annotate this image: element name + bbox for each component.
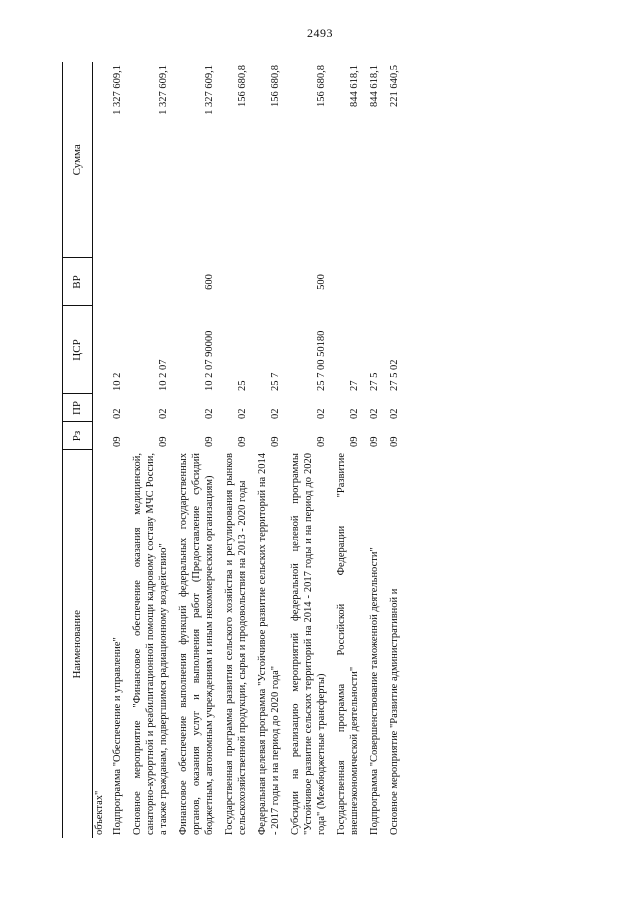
row-sum: 221 640,5 [389,65,400,107]
row-csr: 25 7 00 50180 [316,330,327,391]
row-rz: 09 [112,436,123,447]
row-name: Государственная программа Российской Федерации "Развитие внешнеэкономической деятельности" [336,453,360,835]
header-name: Наименование [63,450,93,838]
table-row [93,62,109,838]
row-pr: 02 [349,408,360,419]
row-rz: 09 [369,436,380,447]
row-name: Основное мероприятие "Развитие административной и [389,588,400,835]
row-sum [93,62,109,258]
row-rz: 09 [349,436,360,447]
table-row [220,62,253,838]
row-csr: 10 2 07 [158,359,169,391]
row-rz: 09 [158,436,169,447]
table-header-row [63,62,93,838]
row-vr [253,258,286,306]
row-sum: 844 618,1 [349,65,360,107]
row-vr [365,258,385,306]
row-name: Федеральная целевая программа "Устойчивое развитие сельских территорий на 2014 - 2017 годы и на период до 2020 года" [257,453,281,835]
row-pr: 02 [237,408,248,419]
row-vr: 500 [316,274,327,290]
row-vr: 600 [204,274,215,290]
table-row [128,62,174,838]
row-vr [128,258,174,306]
row-pr: 02 [204,408,215,419]
row-name: Подпрограмма "Совершенствование таможенной деятельности" [369,547,380,835]
row-csr: 10 2 [112,372,123,391]
row-csr [93,306,109,394]
row-csr: 25 7 [270,372,281,391]
row-rz [93,422,109,450]
table-row [365,62,385,838]
table-row [332,62,365,838]
row-name: Государственная программа развития сельского хозяйства и регулирования рынков сельскохозяйственной продукции, сырья и продовольствия на 2013 - 2020 годы [224,453,248,835]
row-csr: 27 5 [369,372,380,391]
row-csr: 25 [237,380,248,391]
table-row [385,62,405,838]
row-name: объектах" [94,790,105,835]
row-sum: 156 680,8 [270,65,281,107]
row-pr [93,394,109,422]
row-pr: 02 [270,408,281,419]
row-name: Финансовое обеспечение выполнения функций федеральных государственных органов, оказания услуг и выполнения работ (Предоставление субсидий бюджетным, автономным учреждениям и иным некоммерческим организациям) [178,453,215,835]
header-csr: ЦСР [63,306,93,394]
row-rz: 09 [316,436,327,447]
table-row [108,62,128,838]
header-pr: ПР [63,394,93,422]
table-row [286,62,332,838]
row-vr [220,258,253,306]
row-csr: 27 [349,380,360,391]
table-row [174,62,220,838]
row-pr: 02 [158,408,169,419]
row-rz: 09 [204,436,215,447]
row-pr: 02 [316,408,327,419]
row-csr: 10 2 07 90000 [204,330,215,391]
row-csr: 27 5 02 [389,359,400,391]
table-row [253,62,286,838]
row-vr [332,258,365,306]
row-name: Субсидии на реализацию мероприятий федеральной целевой программы "Устойчивое развитие сельских территорий на 2014 - 2017 годы и на период до 2020 года" (Межбюджетные трансферты) [290,453,327,835]
row-vr [93,258,109,306]
row-pr: 02 [369,408,380,419]
header-rz: Рз [63,422,93,450]
row-name: Основное мероприятие "Финансовое обеспечение оказания медицинской, санаторно-курортной и реабилитационной помощи кадровому составу МЧС России, а также гражданам, подвергшимся радиационному воздействию" [132,453,169,835]
row-rz: 09 [389,436,400,447]
header-vr: ВР [63,258,93,306]
row-pr: 02 [389,408,400,419]
row-sum: 1 327 609,1 [158,65,169,115]
row-sum: 1 327 609,1 [204,65,215,115]
row-vr [108,258,128,306]
row-rz: 09 [237,436,248,447]
row-sum: 156 680,8 [316,65,327,107]
row-sum: 1 327 609,1 [112,65,123,115]
row-pr: 02 [112,408,123,419]
row-name: Подпрограмма "Обеспечение и управление" [112,637,123,835]
row-sum: 844 618,1 [369,65,380,107]
page-number: 2493 [307,26,333,40]
rotated-table-wrapper [62,62,548,838]
row-vr [385,258,405,306]
budget-table [62,62,405,838]
row-rz: 09 [270,436,281,447]
header-sum: Сумма [63,62,93,258]
row-sum: 156 680,8 [237,65,248,107]
